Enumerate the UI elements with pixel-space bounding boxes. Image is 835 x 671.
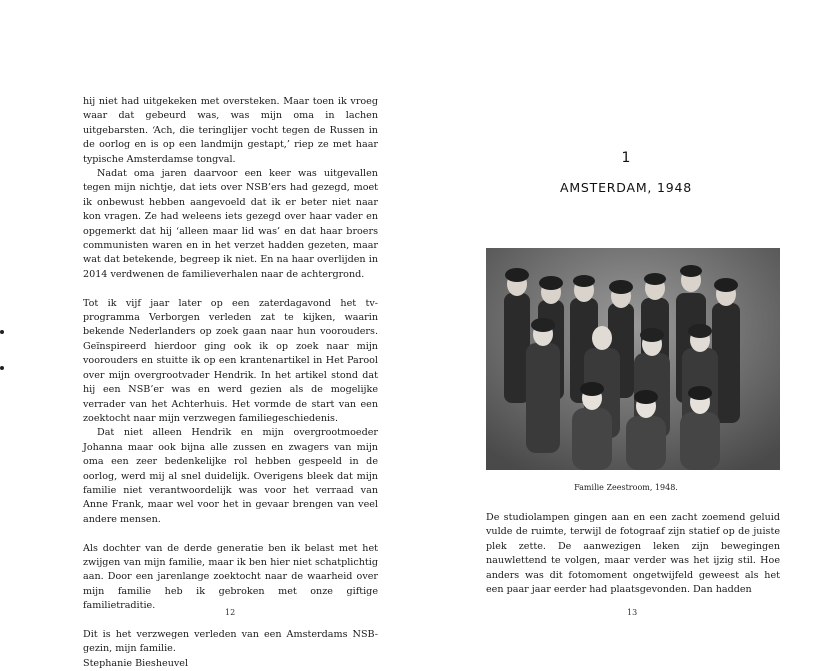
paragraph: Dit is het verzwegen verleden van een Amsterdams NSB-gezin, mijn familie. (83, 628, 378, 655)
right-page (417, 0, 835, 639)
left-page (0, 0, 417, 669)
paragraph: Als dochter van de derde generatie ben ik belast met het zwijgen van mijn familie, maar ik ben hier niet schatplichtig aan. Door een jarenlange zoektocht naar de waarheid over mijn familie heb ik gebroken met onze giftige familietraditie. (83, 542, 378, 612)
chapter-number: 1 (621, 150, 631, 166)
left-page-body (83, 95, 378, 671)
chapter-title: AMSTERDAM, 1948 (560, 180, 692, 195)
author-signature: Stephanie Biesheuvel (83, 657, 189, 669)
right-page-body (486, 511, 780, 597)
page-number-left: 12 (225, 608, 236, 617)
paragraph: De studiolampen gingen aan en een zacht zoemend geluid vulde de ruimte, terwijl de fotograaf zijn statief op de juiste plek zette. De aanwezigen leken zijn bewegingen nauwlettend te volgen, maar verder was het ijzig stil. Hoe anders was dit fotomoment ongetwijfeld geweest als het een paar jaar eerder had plaatsgevonden. Dan hadden (486, 512, 780, 596)
paragraph: Dat niet alleen Hendrik en mijn overgrootmoeder Johanna maar ook bijna alle zussen en zwagers van mijn oma een zeer bedenkelijke rol hebben gespeeld in de oorlog, werd mij al snel duidelijk. Overigens bleek dat mijn familie niet verantwoordelijk was voor het verraad van Anne Frank, maar wel voor het in gevaar brengen van veel andere mensen. (83, 427, 378, 525)
family-photo (486, 248, 780, 470)
photo-caption: Familie Zeestroom, 1948. (574, 483, 678, 492)
paragraph: Tot ik vijf jaar later op een zaterdagavond het tv-programma Verborgen verleden zat te kijken, waarin bekende Nederlanders op zoek gaan naar hun voorouders. Geïnspireerd hierdoor ging ook ik op zoek naar mijn voorouders en stuitte ik op een krantenartikel in Het Parool over mijn overgrootvader Hendrik. In het artikel stond dat hij een NSB’er was en werd gezien als de mogelijke verrader van het Achterhuis. Het vormde de start van een zoektocht naar mijn verzwegen familiegeschiedenis. (83, 297, 378, 424)
page-number-right: 13 (627, 608, 638, 617)
paragraph: Nadat oma jaren daarvoor een keer was uitgevallen tegen mijn nichtje, dat iets over NSB’ers had gezegd, moet ik onbewust hebben aangevoeld dat ik er beter niet naar kon vragen. Ze had weleens iets gezegd over haar vader en opgemerkt dat hij ‘alleen maar lid was’ en dat haar broers communisten waren en in het verzet hadden gezeten, maar wat dat betekende, begreep ik niet. En na haar overlijden in 2014 verdwenen de familieverhalen naar de achtergrond. (83, 168, 378, 280)
paragraph: hij niet had uitgekeken met oversteken. Maar toen ik vroeg waar dat gebeurd was, was mijn oma in lachen uitgebarsten. ‘Ach, die teringlijer vocht tegen de Russen in de oorlog en is op een landmijn gestapt,’ riep ze met haar typische Amsterdamse tongval. (83, 96, 378, 165)
margin-dot (0, 330, 4, 334)
margin-dot (0, 366, 4, 370)
